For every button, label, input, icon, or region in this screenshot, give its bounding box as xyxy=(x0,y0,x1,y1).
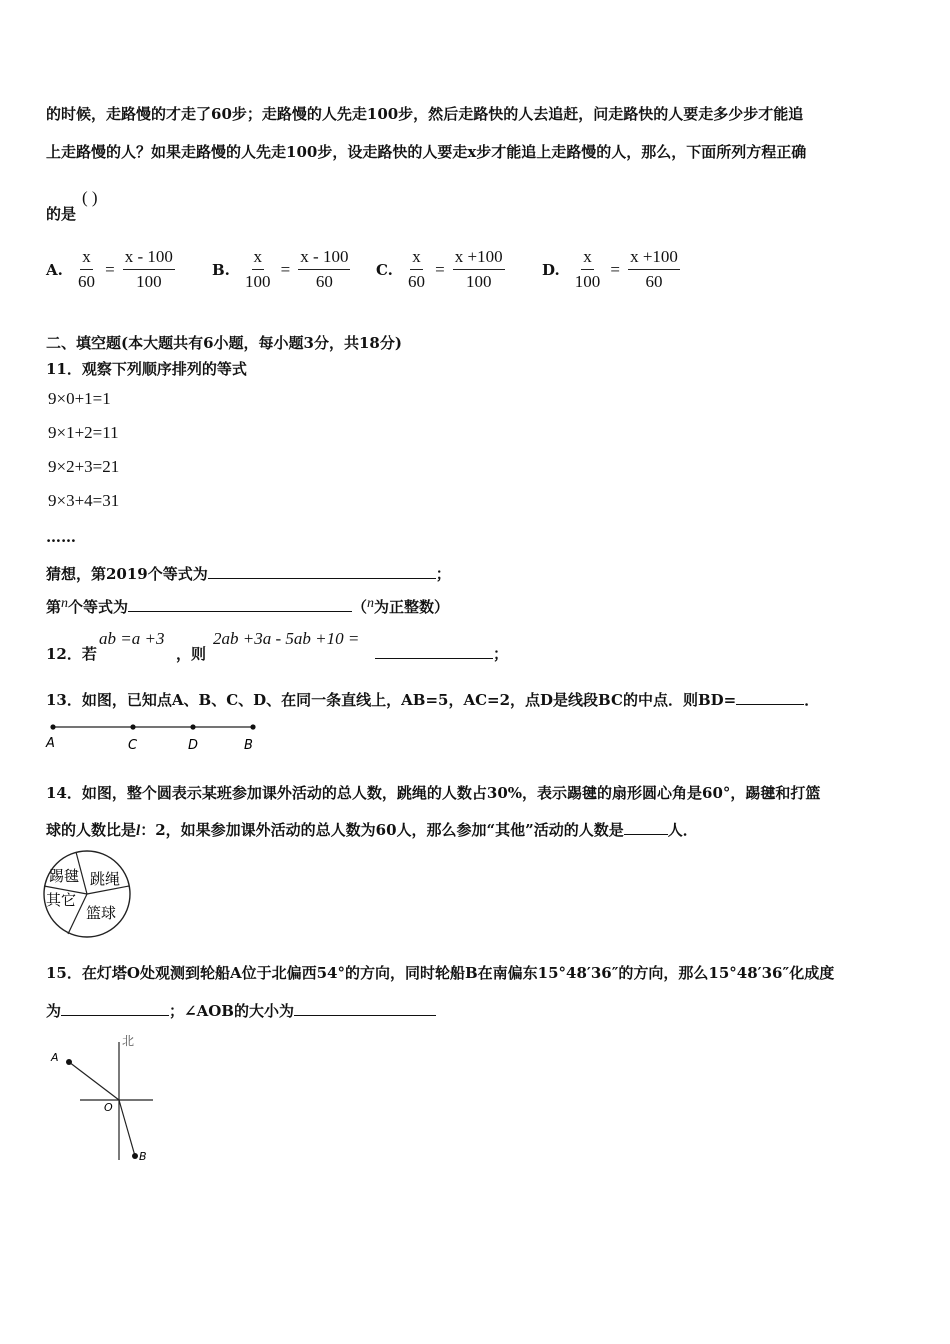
point-label-c: C xyxy=(128,738,138,753)
fraction-right: $\frac{x - 100}{60}$ xyxy=(300,247,349,291)
q11-stem: 11．观察下列顺序排列的等式 xyxy=(46,360,247,378)
q10-line3: 的是 xyxy=(46,205,77,223)
q14-line2: 球的人数比是l：2，如果参加课外活动的总人数为60人，那么参加“其他”活动的人数是 人． xyxy=(46,821,698,839)
q12-mid: ，则 xyxy=(176,645,207,663)
q10-line1: 的时候，走路慢的才走了60步；走路慢的人先走100步，然后走路快的人去追赶，问走路快的人要走多少步才能追 xyxy=(46,105,804,123)
point-a-dot xyxy=(50,724,55,729)
ray-ob xyxy=(119,1100,135,1156)
fraction-left: $\frac{x}{60}$ xyxy=(77,247,95,291)
q11-nth-line: 第n个等式为 （n为正整数） xyxy=(46,596,450,616)
point-b-dot xyxy=(132,1153,138,1159)
answer-blank[interactable] xyxy=(208,563,436,579)
option-label: A. xyxy=(46,260,63,279)
point-label-b: B xyxy=(139,1150,147,1163)
point-a-dot xyxy=(66,1059,72,1065)
point-label-o: O xyxy=(104,1101,113,1114)
q11-equation-1: 9×0+1=1 xyxy=(48,389,111,408)
fraction-left: $\frac{x}{60}$ xyxy=(408,247,425,291)
pie-label-tiaosheng: 跳绳 xyxy=(90,870,121,888)
q10-answer-paren: ( ) xyxy=(82,188,98,207)
ray-oa xyxy=(69,1062,119,1100)
q10-option-b[interactable]: B. $\frac{x}{100}$ = $\frac{x - 100}{60}$ xyxy=(212,247,349,291)
q14-pie-figure xyxy=(40,848,140,940)
q13-line-figure xyxy=(40,718,270,754)
q12-prefix: 12．若 xyxy=(46,645,97,663)
fraction-right: $\frac{x +100}{60}$ xyxy=(630,247,678,291)
q12-answer-line: ； xyxy=(375,643,508,664)
q11-equation-2: 9×1+2=11 xyxy=(48,423,119,442)
fraction-left: $\frac{x}{100}$ xyxy=(574,247,601,291)
point-label-a: A xyxy=(46,736,55,751)
q10-option-c[interactable]: C. $\frac{x}{60}$ = $\frac{x +100}{100}$ xyxy=(376,247,503,291)
option-label: C. xyxy=(376,260,393,279)
point-d-dot xyxy=(190,724,195,729)
q11-equation-3: 9×2+3=21 xyxy=(48,457,120,476)
q11-equation-4: 9×3+4=31 xyxy=(48,491,120,510)
q12-condition: ab =a +3 xyxy=(99,629,165,648)
pie-label-lanqiu: 篮球 xyxy=(86,904,117,922)
point-c-dot xyxy=(130,724,135,729)
point-label-d: D xyxy=(188,738,199,753)
answer-blank[interactable] xyxy=(61,1000,169,1016)
point-label-a: A xyxy=(51,1051,59,1064)
q11-guess-line: 猜想，第2019个等式为 ； xyxy=(46,565,451,583)
answer-blank[interactable] xyxy=(294,1000,436,1016)
option-label: D. xyxy=(542,260,560,279)
point-b-dot xyxy=(250,724,255,729)
q10-option-a[interactable]: A. $\frac{x}{60}$ = $\frac{x - 100}{100}$ xyxy=(46,247,173,291)
q14-line1: 14．如图，整个圆表示某班参加课外活动的总人数，跳绳的人数占30%，表示踢毽的扇形圆心角是60°，踢毽和打篮 xyxy=(46,784,821,802)
q10-line2: 上走路慢的人？如果走路慢的人先走100步，设走路快的人要走x步才能追上走路慢的人，那么，下面所列方程正确 xyxy=(46,143,807,161)
q15-compass-figure xyxy=(40,1030,170,1170)
q15-line2: 为 ；∠AOB的大小为 xyxy=(46,1000,436,1021)
option-label: B. xyxy=(212,260,230,279)
answer-blank[interactable] xyxy=(128,596,352,612)
fraction-left: $\frac{x}{100}$ xyxy=(245,247,271,291)
answer-blank[interactable] xyxy=(375,643,493,659)
pie-label-jianzi: 踢毽 xyxy=(49,867,80,885)
answer-blank[interactable] xyxy=(624,819,668,835)
point-label-b: B xyxy=(244,738,253,753)
fraction-right: $\frac{x +100}{100}$ xyxy=(454,247,503,291)
pie-label-qita: 其它 xyxy=(46,891,77,909)
north-label: 北 xyxy=(122,1034,135,1048)
answer-blank[interactable] xyxy=(736,689,804,705)
section-heading: 二、填空题(本大题共有6小题，每小题3分，共18分) xyxy=(46,334,402,352)
q12-expression: 2ab +3a - 5ab +10 = xyxy=(213,629,360,648)
q11-ellipsis: …… xyxy=(46,528,76,546)
fraction-right: $\frac{x - 100}{100}$ xyxy=(124,247,173,291)
q15-line1: 15．在灯塔O处观测到轮船A位于北偏西54°的方向，同时轮船B在南偏东15°48′36″的方向，那么15°48′36″化成度 xyxy=(46,964,835,982)
q10-option-d[interactable]: D. $\frac{x}{100}$ = $\frac{x +100}{60}$ xyxy=(542,247,678,291)
q13-text: 13．如图，已知点A、B、C、D、在同一条直线上，AB=5，AC=2，点D是线段BC的中点．则BD= ． xyxy=(46,691,820,709)
